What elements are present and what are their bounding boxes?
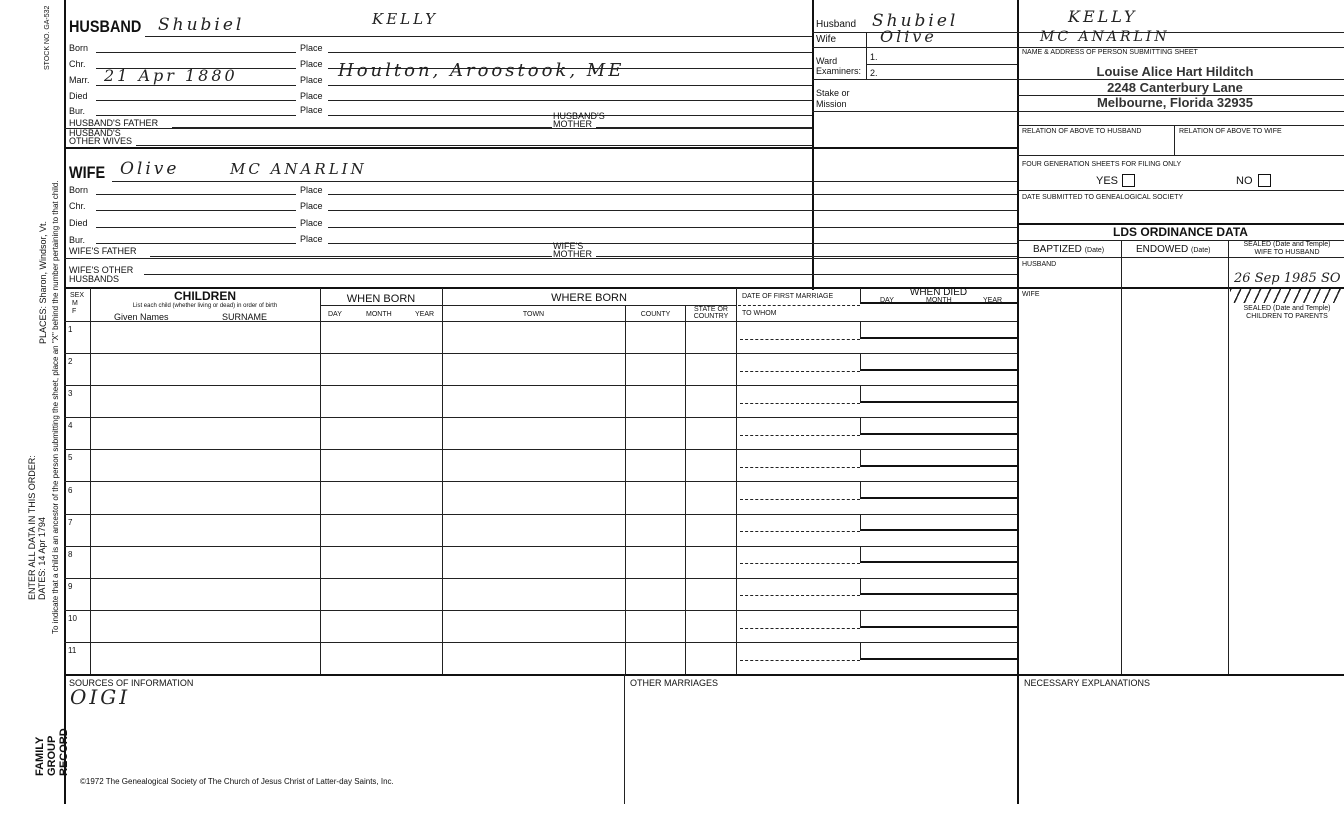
four-gen-yes-checkbox[interactable] bbox=[1122, 174, 1135, 187]
relation-wife-label: RELATION OF ABOVE TO WIFE bbox=[1179, 128, 1282, 135]
wife-father-label: WIFE'S FATHER bbox=[69, 246, 137, 256]
ward-divider bbox=[812, 0, 814, 290]
state-header: STATE OR COUNTRY bbox=[693, 306, 729, 320]
husband-born-label: Born bbox=[69, 43, 89, 53]
four-gen-no-checkbox[interactable] bbox=[1258, 174, 1271, 187]
sealed-wife-label: SEALED (Date and Temple) WIFE TO HUSBAND bbox=[1243, 241, 1331, 256]
wife-mother-label: WIFE'S MOTHER bbox=[553, 241, 592, 259]
sealed-children-label: SEALED (Date and Temple) CHILDREN TO PARENTS bbox=[1243, 305, 1331, 320]
four-gen-yes-label: YES bbox=[1096, 175, 1119, 187]
table-row[interactable] bbox=[64, 514, 1017, 546]
sealed-hatch bbox=[1230, 289, 1342, 303]
husband-marriage-date[interactable]: 21 Apr 1880 bbox=[104, 66, 238, 85]
ward-husband-surname[interactable]: KELLY bbox=[1068, 7, 1138, 26]
examiners-label: Examiners: bbox=[816, 66, 862, 76]
table-row[interactable] bbox=[64, 449, 1017, 481]
died-day-header: DAY bbox=[880, 297, 894, 304]
husband-born-place-label: Place bbox=[300, 43, 323, 53]
wife-bur-place-label: Place bbox=[300, 234, 323, 244]
born-day-header: DAY bbox=[328, 311, 342, 318]
ward-wife-given[interactable]: Olive bbox=[880, 27, 937, 46]
record-title-group: GROUP bbox=[46, 735, 58, 776]
stake-label: Stake or Mission bbox=[816, 88, 850, 109]
sealed-wife-entry[interactable]: 26 Sep 1985 SO bbox=[1234, 271, 1341, 286]
submitter-city[interactable]: Melbourne, Florida 32935 bbox=[1096, 95, 1254, 110]
husband-mother-label: HUSBAND'S MOTHER bbox=[553, 111, 605, 129]
other-marriages-label: OTHER MARRIAGES bbox=[630, 678, 719, 688]
baptized-label: BAPTIZED (Date) bbox=[1033, 244, 1105, 255]
ward-husband-given[interactable]: Shubiel bbox=[872, 11, 959, 31]
when-born-header: WHEN BORN bbox=[346, 293, 416, 305]
county-header: COUNTY bbox=[640, 311, 671, 318]
explanations-label: NECESSARY EXPLANATIONS bbox=[1024, 678, 1151, 688]
surname-header: SURNAME bbox=[222, 312, 268, 322]
died-month-header: MONTH bbox=[926, 297, 952, 304]
wife-chr-label: Chr. bbox=[69, 201, 86, 211]
wife-chr-place-label: Place bbox=[300, 201, 323, 211]
table-row[interactable] bbox=[64, 578, 1017, 610]
where-born-header: WHERE BORN bbox=[551, 292, 627, 304]
ward-husband-label: Husband bbox=[816, 19, 857, 30]
child-death-box[interactable] bbox=[860, 514, 1017, 532]
child-number: 1 bbox=[68, 325, 73, 334]
table-row[interactable] bbox=[64, 642, 1017, 674]
husband-surname[interactable]: KELLY bbox=[372, 10, 439, 28]
child-death-box[interactable] bbox=[860, 353, 1017, 371]
table-row[interactable] bbox=[64, 321, 1017, 353]
wife-born-label: Born bbox=[69, 185, 89, 195]
wife-bur-label: Bur. bbox=[69, 235, 86, 245]
lds-husband-label: HUSBAND bbox=[1022, 261, 1057, 268]
submitter-label: NAME & ADDRESS OF PERSON SUBMITTING SHEET bbox=[1022, 49, 1198, 56]
town-header: TOWN bbox=[522, 311, 545, 318]
table-row[interactable] bbox=[64, 610, 1017, 642]
examiner-2[interactable]: 2. bbox=[870, 68, 878, 78]
child-death-box[interactable] bbox=[860, 482, 1017, 500]
order-instruction: ENTER ALL DATA IN THIS ORDER: bbox=[27, 455, 37, 600]
submitter-name[interactable]: Louise Alice Hart Hilditch bbox=[1096, 64, 1254, 79]
lds-divider bbox=[1017, 0, 1019, 804]
husband-bur-label: Bur. bbox=[69, 106, 86, 116]
child-number: 10 bbox=[68, 613, 77, 623]
husband-marriage-place[interactable]: Houlton, Aroostook, ME bbox=[338, 60, 625, 81]
child-death-box[interactable] bbox=[860, 546, 1017, 564]
ancestor-instruction: To indicate that a child is an ancestor of the person submitting the sheet, place an "X" behind the number pertaining to that child. bbox=[51, 180, 60, 634]
child-number: 5 bbox=[68, 453, 73, 463]
child-death-box[interactable] bbox=[860, 417, 1017, 435]
ward-label: Ward bbox=[816, 56, 838, 66]
child-death-box[interactable] bbox=[860, 578, 1017, 596]
husband-other-wives-label: HUSBAND'S OTHER WIVES bbox=[69, 128, 133, 146]
child-death-box[interactable] bbox=[860, 385, 1017, 403]
dates-instruction: DATES: 14 Apr 1794 bbox=[37, 517, 47, 600]
places-instruction: PLACES: Sharon, Windsor, Vt. bbox=[38, 220, 48, 344]
children-instruction: List each child (whether living or dead) in order of birth bbox=[132, 303, 278, 309]
children-title: CHILDREN bbox=[174, 289, 236, 303]
child-death-box[interactable] bbox=[860, 321, 1017, 339]
to-whom-header: TO WHOM bbox=[742, 310, 777, 317]
table-row[interactable] bbox=[64, 353, 1017, 385]
husband-marr-place-label: Place bbox=[300, 75, 323, 85]
husband-chr-place-label: Place bbox=[300, 59, 323, 69]
wife-died-place-label: Place bbox=[300, 218, 323, 228]
born-year-header: YEAR bbox=[415, 311, 435, 318]
four-gen-no-label: NO bbox=[1236, 175, 1253, 187]
relation-husband-label: RELATION OF ABOVE TO HUSBAND bbox=[1022, 128, 1142, 135]
child-number: 3 bbox=[68, 389, 73, 399]
table-row[interactable] bbox=[64, 385, 1017, 417]
ward-wife-surname[interactable]: MC ANARLIN bbox=[1040, 29, 1170, 45]
when-died-header: WHEN DIED bbox=[909, 287, 968, 298]
child-number: 6 bbox=[68, 485, 73, 495]
wife-other-husbands-label: WIFE'S OTHER HUSBANDS bbox=[69, 265, 134, 284]
wife-born-place-label: Place bbox=[300, 185, 323, 195]
table-row[interactable] bbox=[64, 417, 1017, 449]
sources-entry[interactable]: OIGI bbox=[70, 685, 131, 709]
husband-bur-place-label: Place bbox=[300, 105, 323, 115]
child-death-box[interactable] bbox=[860, 610, 1017, 628]
given-names-header: Given Names bbox=[114, 312, 169, 322]
child-number: 9 bbox=[68, 581, 73, 591]
child-number: 4 bbox=[68, 421, 73, 431]
endowed-label: ENDOWED (Date) bbox=[1136, 244, 1211, 255]
lds-wife-label: WIFE bbox=[1022, 291, 1040, 298]
table-row[interactable] bbox=[64, 546, 1017, 578]
date-submitted-label: DATE SUBMITTED TO GENEALOGICAL SOCIETY bbox=[1022, 194, 1184, 201]
child-number: 2 bbox=[68, 357, 73, 367]
lds-title: LDS ORDINANCE DATA bbox=[1113, 225, 1248, 239]
child-number: 8 bbox=[68, 549, 73, 559]
husband-chr-label: Chr. bbox=[69, 59, 86, 69]
sex-header: SEX M F bbox=[70, 292, 85, 315]
record-title-family: FAMILY bbox=[34, 736, 46, 776]
table-row[interactable] bbox=[64, 482, 1017, 514]
husband-given-name[interactable]: Shubiel bbox=[158, 15, 245, 35]
ward-wife-label: Wife bbox=[816, 34, 836, 45]
husband-died-label: Died bbox=[69, 91, 88, 101]
husband-marr-label: Marr. bbox=[69, 75, 90, 85]
husband-title: HUSBAND bbox=[69, 17, 142, 36]
wife-title: WIFE bbox=[69, 163, 106, 182]
wife-died-label: Died bbox=[69, 218, 88, 228]
sources-label: SOURCES OF INFORMATION bbox=[69, 678, 194, 688]
died-year-header: YEAR bbox=[983, 297, 1003, 304]
child-number: 7 bbox=[68, 517, 73, 527]
husband-died-place-label: Place bbox=[300, 91, 323, 101]
child-number: 11 bbox=[68, 646, 77, 655]
record-title-record: RECORD bbox=[58, 728, 70, 776]
child-death-box[interactable] bbox=[860, 449, 1017, 467]
husband-father-label: HUSBAND'S FATHER bbox=[69, 118, 159, 128]
stock-number: STOCK NO. GA-532 bbox=[44, 5, 51, 70]
submitter-street[interactable]: 2248 Canterbury Lane bbox=[1107, 80, 1243, 95]
child-death-box[interactable] bbox=[860, 642, 1017, 660]
examiner-1[interactable]: 1. bbox=[870, 52, 878, 62]
wife-given-name[interactable]: Olive bbox=[120, 159, 180, 179]
wife-surname[interactable]: MC ANARLIN bbox=[230, 160, 367, 178]
born-month-header: MONTH bbox=[366, 311, 392, 318]
four-gen-label: FOUR GENERATION SHEETS FOR FILING ONLY bbox=[1022, 161, 1182, 168]
first-marriage-header: DATE OF FIRST MARRIAGE bbox=[742, 293, 834, 300]
copyright: ©1972 The Genealogical Society of The Church of Jesus Christ of Latter-day Saints, Inc. bbox=[80, 777, 394, 786]
